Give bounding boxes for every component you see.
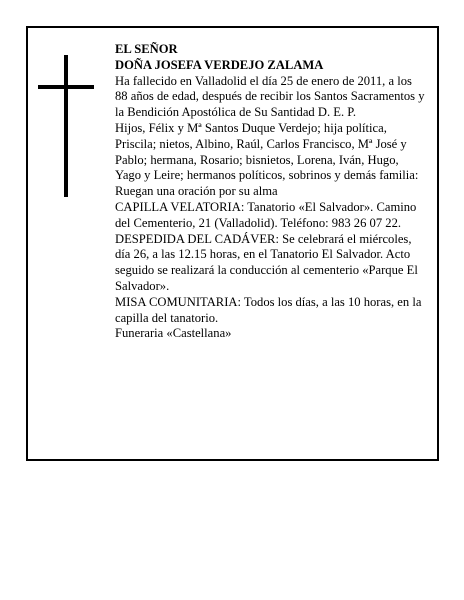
prayer-request: Ruegan una oración por su alma — [115, 184, 278, 199]
farewell-info: DESPEDIDA DEL CADÁVER: Se celebrará el miércoles, día 26, a las 12.15 horas, en el Tanatorio El Salvador. Acto seguido se realizará la conducción al cementerio «Parque El Salvador». — [115, 231, 418, 293]
cross-vertical-bar — [64, 55, 68, 197]
cross-icon — [38, 55, 94, 197]
notice-title: EL SEÑOR — [115, 42, 178, 56]
mass-info: MISA COMUNITARIA: Todos los días, a las 10 horas, en la capilla del tanatorio. — [115, 294, 422, 325]
funeral-home: Funeraria «Castellana» — [115, 326, 232, 341]
notice-text — [115, 42, 427, 342]
deceased-name: DOÑA JOSEFA VERDEJO ZALAMA — [115, 57, 324, 72]
cross-horizontal-bar — [38, 85, 94, 89]
obituary-notice — [26, 26, 439, 461]
chapel-info: CAPILLA VELATORIA: Tanatorio «El Salvador». Camino del Cementerio, 21 (Valladolid). Teléfono: 983 26 07 22. — [115, 199, 417, 230]
family-list: Hijos, Félix y Mª Santos Duque Verdejo; hija política, Priscila; nietos, Albino, Raúl, Carlos Francisco, Mª José y Pablo; hermana, Rosario; bisnietos, Lorena, Iván, Hugo, Yago y Leire; hermanos políticos, sobrinos y demás familia: — [115, 120, 419, 183]
death-announcement: Ha fallecido en Valladolid el día 25 de enero de 2011, a los 88 años de edad, después de recibir los Santos Sacramentos y la Bendición Apostólica de Su Santidad D. E. P. — [115, 73, 425, 120]
